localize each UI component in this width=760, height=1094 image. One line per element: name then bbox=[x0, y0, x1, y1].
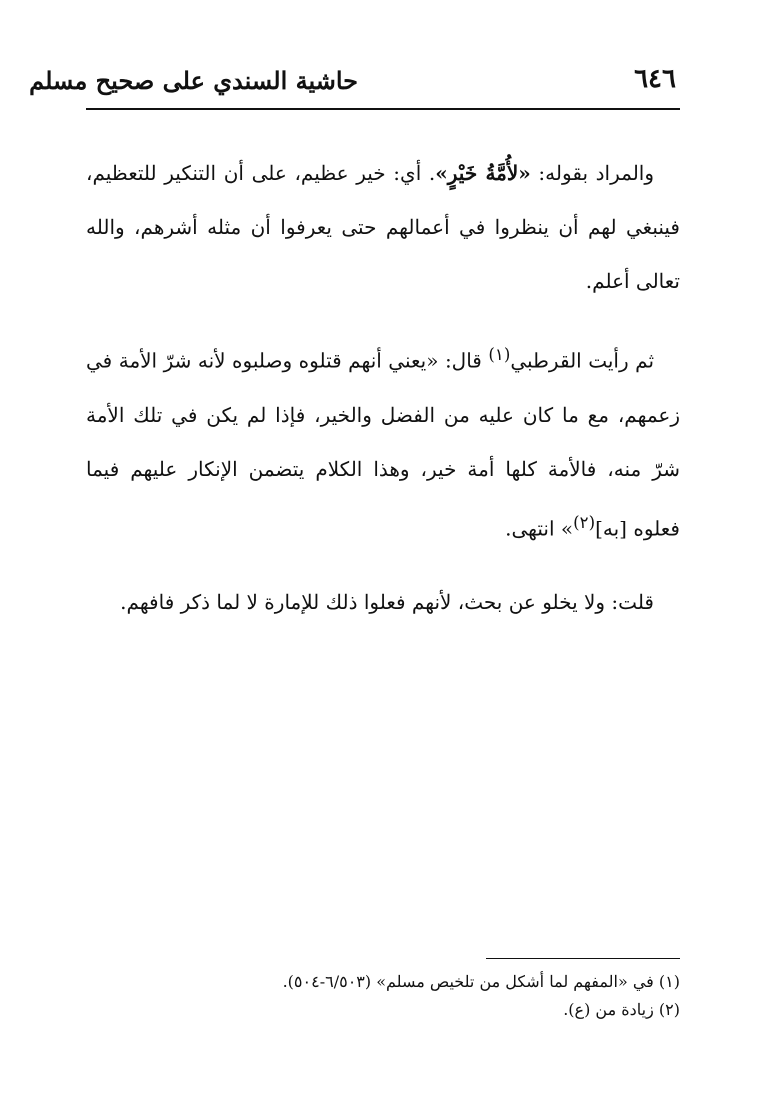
paragraph-1 bbox=[86, 146, 680, 308]
paragraph-text: » انتهى. bbox=[505, 516, 574, 541]
footnotes bbox=[86, 968, 680, 1024]
footnote-2: (٢) زيادة من (ع). bbox=[563, 1000, 680, 1019]
footnote-divider bbox=[486, 958, 680, 959]
page-header bbox=[29, 64, 680, 110]
paragraph-text: ثم رأيت القرطبي bbox=[510, 348, 655, 373]
main-text bbox=[86, 146, 680, 649]
paragraph-text: قلت: ولا يخلو عن بحث، لأنهم فعلوا ذلك للإمارة لا لما ذكر فافهم. bbox=[120, 590, 654, 615]
running-title: حاشية السندي على صحيح مسلم bbox=[29, 66, 358, 95]
paragraph-2 bbox=[86, 328, 680, 555]
header-divider bbox=[86, 108, 680, 110]
footnote-ref-2: (٢) bbox=[573, 512, 596, 532]
page-number: ٦٤٦ bbox=[634, 64, 676, 94]
paragraph-text: والمراد بقوله: bbox=[530, 161, 655, 185]
quoted-phrase: «لأُمَّةُ خَيْرٍ» bbox=[435, 161, 531, 185]
paragraph-text: . أي: خير عظيم، على أن التنكير للتعظيم، فينبغي لهم أن ينظروا في أعمالهم حتى يعرفوا أن مثله أشرهم، والله تعالى أعلم. bbox=[86, 161, 680, 293]
footnote-1: (١) في «المفهم لما أشكل من تلخيص مسلم» (٦/٥٠٣-٥٠٤). bbox=[282, 972, 680, 991]
paragraph-3 bbox=[86, 575, 680, 629]
paragraph-text: قال: «يعني أنهم قتلوه وصلبوه لأنه شرّ الأمة في زعمهم، مع ما كان عليه من الفضل والخير، فإذا لم يكن في تلك الأمة شرّ منه، فالأمة كلها أمة خير، وهذا الكلام يتضمن الإنكار عليهم فيما فعلوه [به] bbox=[86, 348, 680, 541]
footnote-ref-1: (١) bbox=[488, 345, 511, 364]
